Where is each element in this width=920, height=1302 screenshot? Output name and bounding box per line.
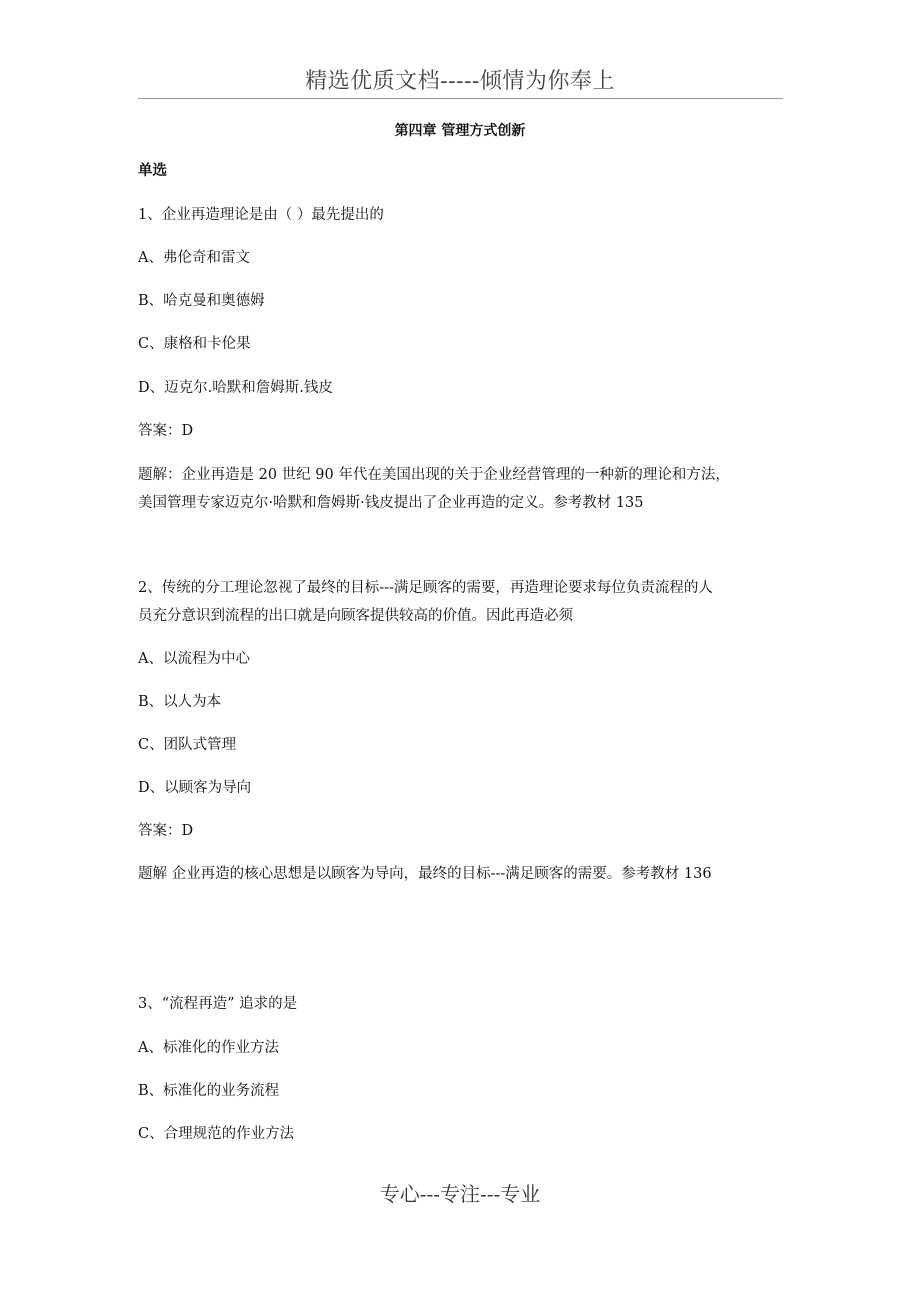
question-2-option-a: A、以流程为中心 [138,651,250,667]
question-1-answer: 答案：D [138,423,194,439]
question-3-option-c: C、合理规范的作业方法 [138,1126,295,1142]
question-1-explanation-line-2: 美国管理专家迈克尔·哈默和詹姆斯·钱皮提出了企业再造的定义。参考教材 135 [138,495,644,511]
question-1-explanation-line-1: 题解：企业再造是 20 世纪 90 年代在美国出现的关于企业经营管理的一种新的理论和方法， [138,467,730,483]
question-3-stem: 3、“流程再造” 追求的是 [138,996,298,1012]
page-footer: 专心---专注---专业 [379,1182,541,1206]
chapter-title: 第四章 管理方式创新 [394,123,526,139]
question-2-answer: 答案：D [138,823,194,839]
question-1-option-a: A、弗伦奇和雷文 [138,250,250,266]
question-2-explanation: 题解 企业再造的核心思想是以顾客为导向，最终的目标---满足顾客的需要。参考教材 136 [138,866,712,882]
header-divider [138,98,783,99]
question-2-stem-line-2: 员充分意识到流程的出口就是向顾客提供较高的价值。因此再造必须 [138,608,573,624]
question-2-stem-line-1: 2、传统的分工理论忽视了最终的目标---满足顾客的需要，再造理论要求每位负责流程的人 [138,580,713,596]
question-2-option-c: C、团队式管理 [138,737,237,753]
page-header: 精选优质文档-----倾情为你奉上 [305,69,615,94]
question-1-option-b: B、哈克曼和奥德姆 [138,293,265,309]
question-3-option-a: A、标准化的作业方法 [138,1040,279,1056]
question-1-option-d: D、迈克尔.哈默和詹姆斯.钱皮 [138,380,333,396]
question-3-option-b: B、标准化的业务流程 [138,1083,280,1099]
question-2-option-d: D、以顾客为导向 [138,780,252,796]
question-2-option-b: B、以人为本 [138,694,222,710]
question-1-stem: 1、企业再造理论是由（ ）最先提出的 [138,207,384,223]
section-label: 单选 [138,162,167,179]
question-1-option-c: C、康格和卡伦果 [138,336,251,352]
